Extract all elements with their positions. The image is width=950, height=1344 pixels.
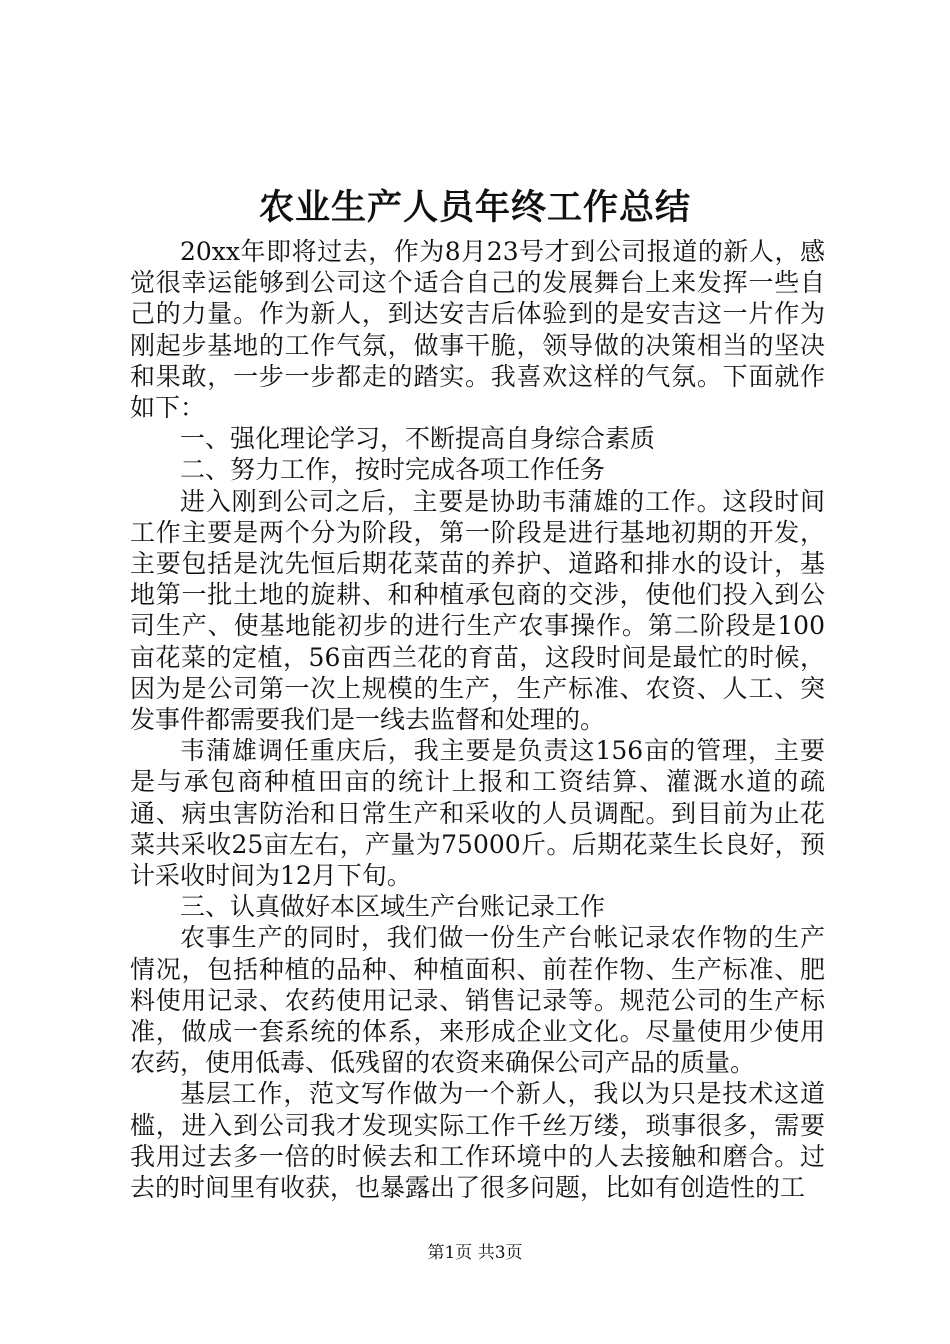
document-body [130,236,825,1203]
document-title: 农业生产人员年终工作总结 [258,187,691,228]
section-heading-2: 二、努力工作，按时完成各项工作任务 [180,455,606,485]
work-stages-paragraph: 进入刚到公司之后，主要是协助韦蒲雄的工作。这段时间工作主要是两个分为阶段，第一阶段是进行基地初期的开发，主要包括是沈先恒后期花菜苗的养护、道路和排水的设计，基地第一批土地的旋耕、和种植承包商的交涉，使他们投入到公司生产、使基地能初步的进行生产农事操作。第二阶段是100亩花菜的定植，56亩西兰花的育苗，这段时间是最忙的时候，因为是公司第一次上规模的生产，生产标准、农资、人工、突发事件都需要我们是一线去监督和处理的。 [130,486,825,735]
intro-paragraph: 20xx年即将过去，作为8月23号才到公司报道的新人，感觉很幸运能够到公司这个适合自己的发展舞台上来发挥一些自己的力量。作为新人，到达安吉后体验到的是安吉这一片作为刚起步基地的工作气氛，做事干脆，领导做的决策相当的坚决和果敢，一步一步都走的踏实。我喜欢这样的气氛。下面就作如下： [130,237,825,423]
section-heading-3: 三、认真做好本区域生产台账记录工作 [180,892,606,922]
management-paragraph: 韦蒲雄调任重庆后，我主要是负责这156亩的管理，主要是与承包商种植田亩的统计上报和工资结算、灌溉水道的疏通、病虫害防治和日常生产和采收的人员调配。到目前为止花菜共采收25亩左右，产量为75000斤。后期花菜生长良好，预计采收时间为12月下旬。 [130,736,825,891]
section-heading-1: 一、强化理论学习，不断提高自身综合素质 [180,424,656,454]
reflection-paragraph: 基层工作，范文写作做为一个新人，我以为只是技术这道槛，进入到公司我才发现实际工作千丝万缕，琐事很多，需要我用过去多一倍的时候去和工作环境中的人去接触和磨合。过去的时间里有收获，也暴露出了很多问题，比如有创造性的工 [130,1079,825,1203]
page-number-footer: 第1页 共3页 [427,1243,523,1263]
records-paragraph: 农事生产的同时，我们做一份生产台帐记录农作物的生产情况，包括种植的品种、种植面积、前茬作物、生产标准、肥料使用记录、农药使用记录、销售记录等。规范公司的生产标准，做成一套系统的体系，来形成企业文化。尽量使用少使用农药，使用低毒、低残留的农资来确保公司产品的质量。 [130,923,825,1078]
